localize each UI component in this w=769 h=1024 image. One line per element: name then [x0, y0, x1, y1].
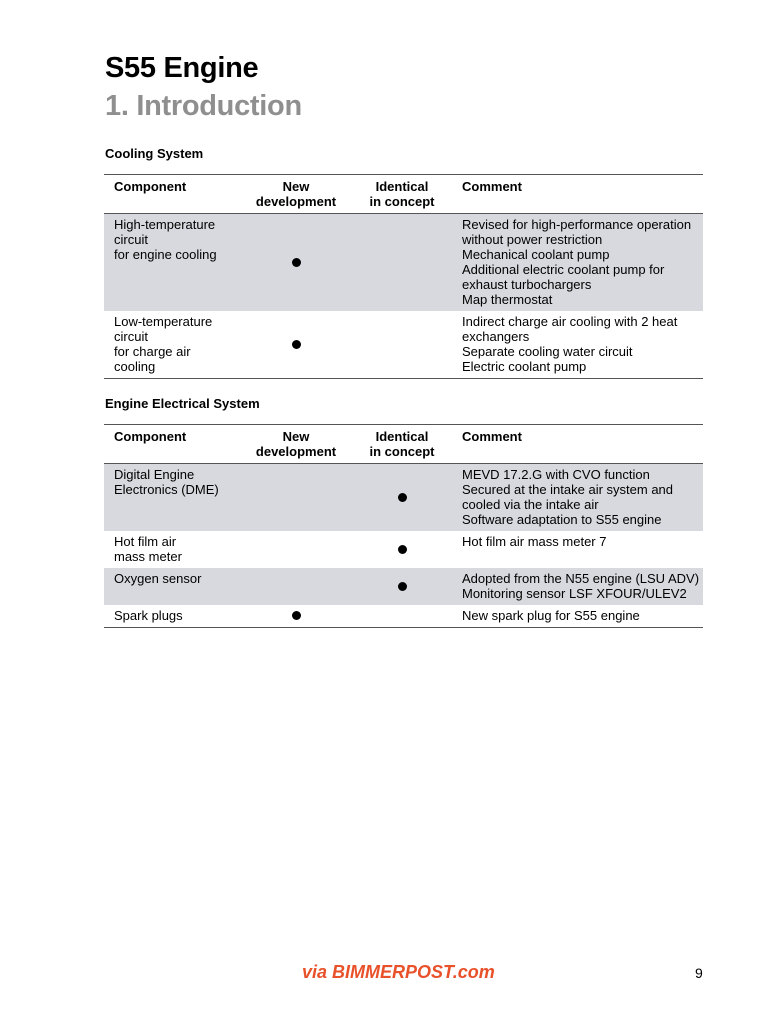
- component-cell: High-temperature circuit for engine cooling: [114, 217, 217, 262]
- table-row: [104, 214, 703, 312]
- column-header-identical-in-concept: Identical in concept: [369, 429, 435, 459]
- page-title: S55 Engine: [105, 52, 259, 84]
- column-header-identical-in-concept: Identical in concept: [369, 179, 435, 209]
- table-header-row: [104, 425, 703, 464]
- component-cell: Spark plugs: [114, 608, 183, 623]
- comment-cell: Indirect charge air cooling with 2 heat exchangers Separate cooling water circuit Electric coolant pump: [462, 314, 678, 374]
- table-row: [104, 531, 703, 568]
- new-development-marker: [292, 611, 301, 620]
- page-subtitle: 1. Introduction: [105, 90, 302, 122]
- footer-credit: via BIMMERPOST.com: [302, 962, 495, 982]
- engine-electrical-system-table: [104, 424, 703, 628]
- identical-in-concept-cell: [349, 311, 455, 379]
- identical-in-concept-marker: [398, 582, 407, 591]
- identical-in-concept-cell: [349, 214, 455, 312]
- new-development-cell: [243, 214, 349, 312]
- table-row: [104, 311, 703, 379]
- engine-electrical-system-heading: Engine Electrical System: [105, 396, 260, 411]
- identical-in-concept-cell: [349, 464, 455, 532]
- comment-cell: MEVD 17.2.G with CVO function Secured at the intake air system and cooled via the intake air Software adaptation to S55 engine: [462, 467, 674, 527]
- comment-cell: New spark plug for S55 engine: [462, 608, 640, 623]
- new-development-marker: [292, 258, 301, 267]
- table-row: [104, 605, 703, 628]
- cooling-system-heading: Cooling System: [105, 146, 204, 161]
- component-cell: Oxygen sensor: [114, 571, 202, 586]
- identical-in-concept-cell: [349, 568, 455, 605]
- new-development-cell: [243, 568, 349, 605]
- cooling-system-table: [104, 174, 703, 379]
- comment-cell: Revised for high-performance operation without power restriction Mechanical coolant pump Additional electric coolant pump for exhaust turbochargers Map thermostat: [462, 217, 692, 307]
- table-row: [104, 568, 703, 605]
- column-header-component: Component: [114, 429, 187, 444]
- column-header-component: Component: [114, 179, 187, 194]
- comment-cell: Hot film air mass meter 7: [462, 534, 607, 549]
- new-development-cell: [243, 605, 349, 628]
- column-header-comment: Comment: [462, 429, 522, 444]
- identical-in-concept-cell: [349, 531, 455, 568]
- component-cell: Digital Engine Electronics (DME): [114, 467, 219, 497]
- new-development-marker: [292, 340, 301, 349]
- table-header-row: [104, 175, 703, 214]
- new-development-cell: [243, 531, 349, 568]
- page-number: 9: [695, 965, 703, 981]
- identical-in-concept-cell: [349, 605, 455, 628]
- identical-in-concept-marker: [398, 493, 407, 502]
- component-cell: Hot film air mass meter: [114, 534, 182, 564]
- column-header-comment: Comment: [462, 179, 522, 194]
- column-header-new-development: New development: [255, 429, 337, 459]
- new-development-cell: [243, 311, 349, 379]
- new-development-cell: [243, 464, 349, 532]
- column-header-new-development: New development: [255, 179, 337, 209]
- table-row: [104, 464, 703, 532]
- comment-cell: Adopted from the N55 engine (LSU ADV) Monitoring sensor LSF XFOUR/ULEV2: [462, 571, 700, 601]
- identical-in-concept-marker: [398, 545, 407, 554]
- component-cell: Low-temperature circuit for charge air cooling: [114, 314, 213, 374]
